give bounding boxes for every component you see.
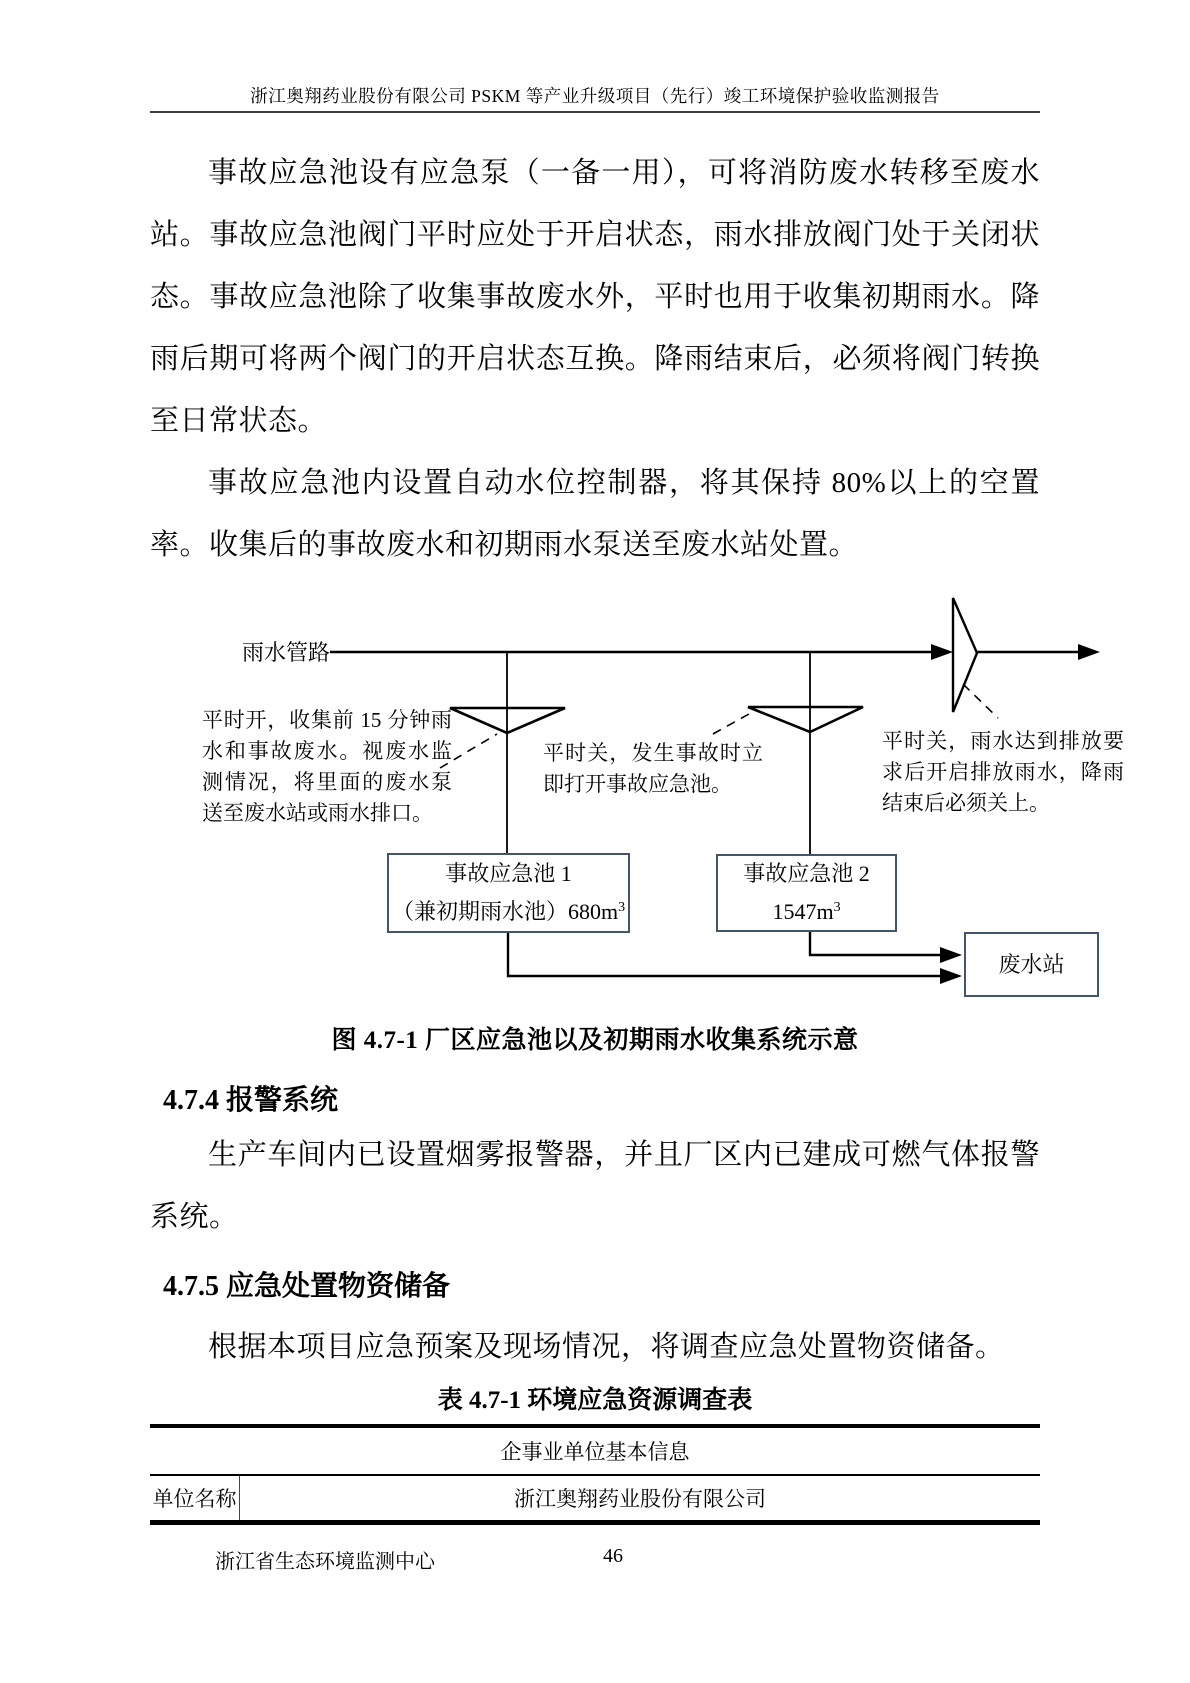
body-paragraphs — [150, 142, 1040, 576]
paragraph-water-level: 事故应急池内设置自动水位控制器，将其保持 80%以上的空置率。收集后的事故废水和初期雨水泵送至废水站处置。 — [150, 467, 1040, 561]
pool2-to-station-line — [810, 932, 942, 955]
footer-page-number: 46 — [603, 1545, 623, 1567]
emergency-pool-diagram — [0, 560, 1190, 1015]
pool1-volume-sup: 3 — [618, 899, 626, 915]
emergency-resource-table — [150, 1424, 1040, 1525]
wastewater-station-box — [964, 932, 1099, 997]
paragraph-emergency-pool: 事故应急池设有应急泵（一备一用），可将消防废水转移至废水站。事故应急池阀门平时应处于开启状态，雨水排放阀门处于关闭状态。事故应急池除了收集事故废水外，平时也用于收集初期雨水。降雨后期可将两个阀门的开启状态互换。降雨结束后，必须将阀门转换至日常状态。 — [150, 157, 1040, 437]
note-valve-open: 平时开，收集前 15 分钟雨水和事故废水。视废水监测情况，将里面的废水泵送至废水站或雨水排口。 — [202, 708, 452, 825]
table-group-header: 企事业单位基本信息 — [150, 1428, 1040, 1476]
note-valve-closed-accident: 平时关，发生事故时立即打开事故应急池。 — [543, 741, 763, 796]
pool1-box — [387, 853, 630, 933]
paragraph-alarm-system: 生产车间内已设置烟雾报警器，并且厂区内已建成可燃气体报警系统。 — [150, 1139, 1040, 1233]
leader-dash-middle — [713, 710, 756, 734]
wastewater-station-label: 废水站 — [998, 951, 1065, 977]
section-heading-474: 4.7.4 报警系统 — [163, 1085, 339, 1116]
header-rule — [150, 111, 1040, 113]
pipe-label: 雨水管路 — [242, 640, 331, 665]
note-valve-closed-discharge: 平时关，雨水达到排放要求后开启排放雨水，降雨结束后必须关上。 — [882, 729, 1124, 815]
section-heading-475: 4.7.5 应急处置物资储备 — [163, 1271, 451, 1302]
pool2-name: 事故应急池 2 — [743, 860, 870, 886]
pool2-arrowhead-icon — [940, 947, 962, 963]
pool2-volume-sup: 3 — [833, 899, 841, 915]
pool2-box-text — [718, 857, 895, 929]
table-row-label: 单位名称 — [150, 1476, 240, 1520]
pipe-arrowhead-icon — [931, 644, 953, 660]
paragraph-emergency-supplies: 根据本项目应急预案及现场情况，将调查应急处置物资储备。 — [208, 1331, 1005, 1363]
pool2-box — [716, 854, 897, 932]
table-row-value: 浙江奥翔药业股份有限公司 — [514, 1487, 766, 1511]
pool1-name: 事故应急池 1 — [445, 860, 572, 886]
pool1-volume: （兼初期雨水池）$680m^3$ — [391, 899, 626, 925]
outlet-arrowhead-icon — [1078, 644, 1100, 660]
pool1-box-text — [389, 857, 628, 929]
pool2-volume: $1547m^3$ — [772, 899, 841, 925]
pool1-arrowhead-icon — [940, 968, 962, 984]
table-row — [150, 1476, 1040, 1520]
footer-organization: 浙江省生态环境监测中心 — [215, 1551, 435, 1573]
header-title: 浙江奥翔药业股份有限公司 PSKM 等产业升级项目（先行）竣工环境保护验收监测报告 — [250, 86, 940, 106]
section-474-paragraph — [150, 1124, 1040, 1248]
table-caption: 表 4.7-1 环境应急资源调查表 — [437, 1387, 753, 1414]
figure-caption: 图 4.7-1 厂区应急池以及初期雨水收集系统示意 — [331, 1027, 859, 1054]
leader-dash-right — [963, 684, 998, 718]
section-475-paragraph — [150, 1316, 1040, 1378]
outfall-valve-icon — [953, 598, 977, 712]
funnel-valve-2-icon — [748, 707, 863, 732]
